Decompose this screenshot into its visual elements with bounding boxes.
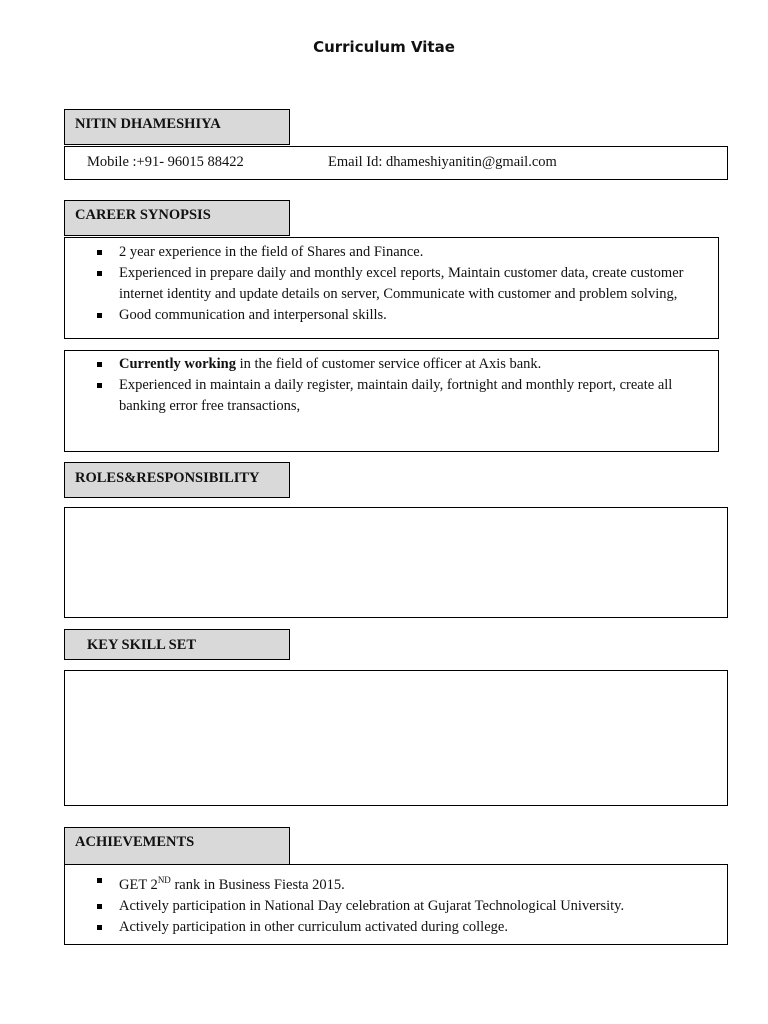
page-title: Curriculum Vitae — [313, 38, 455, 56]
current-work-item: Experienced in maintain a daily register, maintain daily, fortnight and monthly report, create all banking error free transactions, — [119, 375, 700, 417]
achievement-item — [119, 870, 727, 896]
mobile-number: Mobile :+91- 96015 88422 — [87, 154, 244, 170]
achievements-box — [64, 864, 728, 945]
current-work-item — [119, 354, 700, 375]
contact-box — [64, 146, 728, 180]
current-work-bold: Currently working — [119, 356, 236, 372]
career-synopsis-header: CAREER SYNOPSIS — [64, 200, 290, 236]
roles-box — [64, 507, 728, 618]
achievement-text: rank in Business Fiesta 2015. — [170, 876, 345, 893]
roles-header: ROLES&RESPONSIBILITY — [64, 462, 290, 498]
current-work-text: in the field of customer service officer at Axis bank. — [235, 356, 542, 372]
achievement-superscript: ND — [157, 875, 171, 885]
achievements-header: ACHIEVEMENTS — [64, 827, 290, 865]
current-work-box — [64, 350, 719, 452]
career-item: Good communication and interpersonal skills. — [119, 305, 708, 326]
career-item: Experienced in prepare daily and monthly excel reports, Maintain customer data, create customer internet identity and update details on server, Communicate with customer and problem solving, — [119, 263, 708, 305]
skills-box — [64, 670, 728, 806]
achievement-item: Actively participation in National Day celebration at Gujarat Technological University. — [119, 896, 727, 917]
achievement-text: GET 2 — [119, 876, 158, 893]
skills-header: KEY SKILL SET — [64, 629, 290, 660]
name-header: NITIN DHAMESHIYA — [64, 109, 290, 145]
career-synopsis-box — [64, 237, 719, 339]
email-address: Email Id: dhameshiyanitin@gmail.com — [328, 154, 557, 170]
achievement-item: Actively participation in other curriculum activated during college. — [119, 917, 727, 938]
career-item: 2 year experience in the field of Shares and Finance. — [119, 242, 708, 263]
